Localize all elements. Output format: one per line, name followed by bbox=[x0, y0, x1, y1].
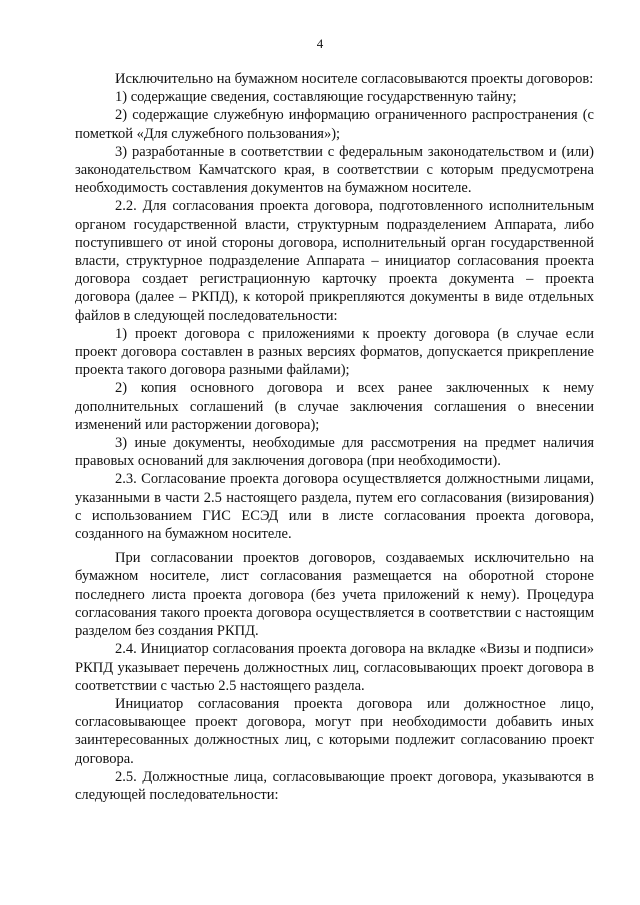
paragraph-item-official-use: 2) содержащие служебную информацию ограниченного распространения (с пометкой «Для служебного пользования»); bbox=[75, 107, 594, 142]
paragraph-item-contract-copy: 2) копия основного договора и всех ранее заключенных к нему дополнительных соглашений (в случае заключения соглашения о внесении изменений или расторжении договора); bbox=[75, 380, 594, 433]
paragraph-initiator-additions: Инициатор согласования проекта договора или должностное лицо, согласовывающее проект договора, могут при необходимости добавить иных заинтересованных должностных лиц, с которыми подлежит согласованию проект договора. bbox=[75, 695, 594, 767]
paragraph-item-other-documents: 3) иные документы, необходимые для рассмотрения на предмет наличия правовых оснований для заключения договора (при необходимости). bbox=[75, 435, 594, 470]
paragraph-section-2-4: 2.4. Инициатор согласования проекта договора на вкладке «Визы и подписи» РКПД указывает перечень должностных лиц, согласовывающих проект договора в соответствии с частью 2.5 настоящего раздела. bbox=[75, 641, 594, 694]
document-body bbox=[75, 70, 594, 804]
paragraph-item-draft-contract: 1) проект договора с приложениями к проекту договора (в случае если проект договора составлен в разных версиях форматов, допускается прикрепление проекта такого договора разными файлами); bbox=[75, 325, 594, 379]
paragraph-section-2-2: 2.2. Для согласования проекта договора, подготовленного исполнительным органом государственной власти, структурным подразделением Аппарата, либо поступившего от иной стороны договора, исполнительный орган государственной власти, структурное подразделение Аппарата – инициатор согласования проекта договора создает регистрационную карточку проекта документа – проекта договора (далее – РКПД), к которой прикрепляются документы в виде отдельных файлов в следующей последовательности: bbox=[75, 198, 594, 324]
paragraph-item-federal-law: 3) разработанные в соответствии с федеральным законодательством и (или) законодательством Камчатского края, в соответствии с которым предусмотрена необходимость составления документов на бумажном носителе. bbox=[75, 143, 594, 197]
paragraph-section-2-3: 2.3. Согласование проекта договора осуществляется должностными лицами, указанными в части 2.5 настоящего раздела, путем его согласования (визирования) с использованием ГИС ЕСЭД или в листе согласования проекта договора, созданного на бумажном носителе. bbox=[75, 471, 594, 543]
paragraph-section-2-5: 2.5. Должностные лица, согласовывающие проект договора, указываются в следующей последовательности: bbox=[75, 768, 594, 803]
page-number: 4 bbox=[316, 36, 324, 51]
paragraph-item-state-secret: 1) содержащие сведения, составляющие государственную тайну; bbox=[115, 89, 517, 106]
paragraph-paper-only-intro: Исключительно на бумажном носителе согласовываются проекты договоров: bbox=[115, 71, 594, 87]
paragraph-paper-approval-procedure: При согласовании проектов договоров, создаваемых исключительно на бумажном носителе, лист согласования размещается на оборотной стороне последнего листа проекта договора (без учета приложений к нему). Процедура согласования такого проекта договора осуществляется в соответствии с настоящим разделом без создания РКПД. bbox=[75, 550, 594, 640]
